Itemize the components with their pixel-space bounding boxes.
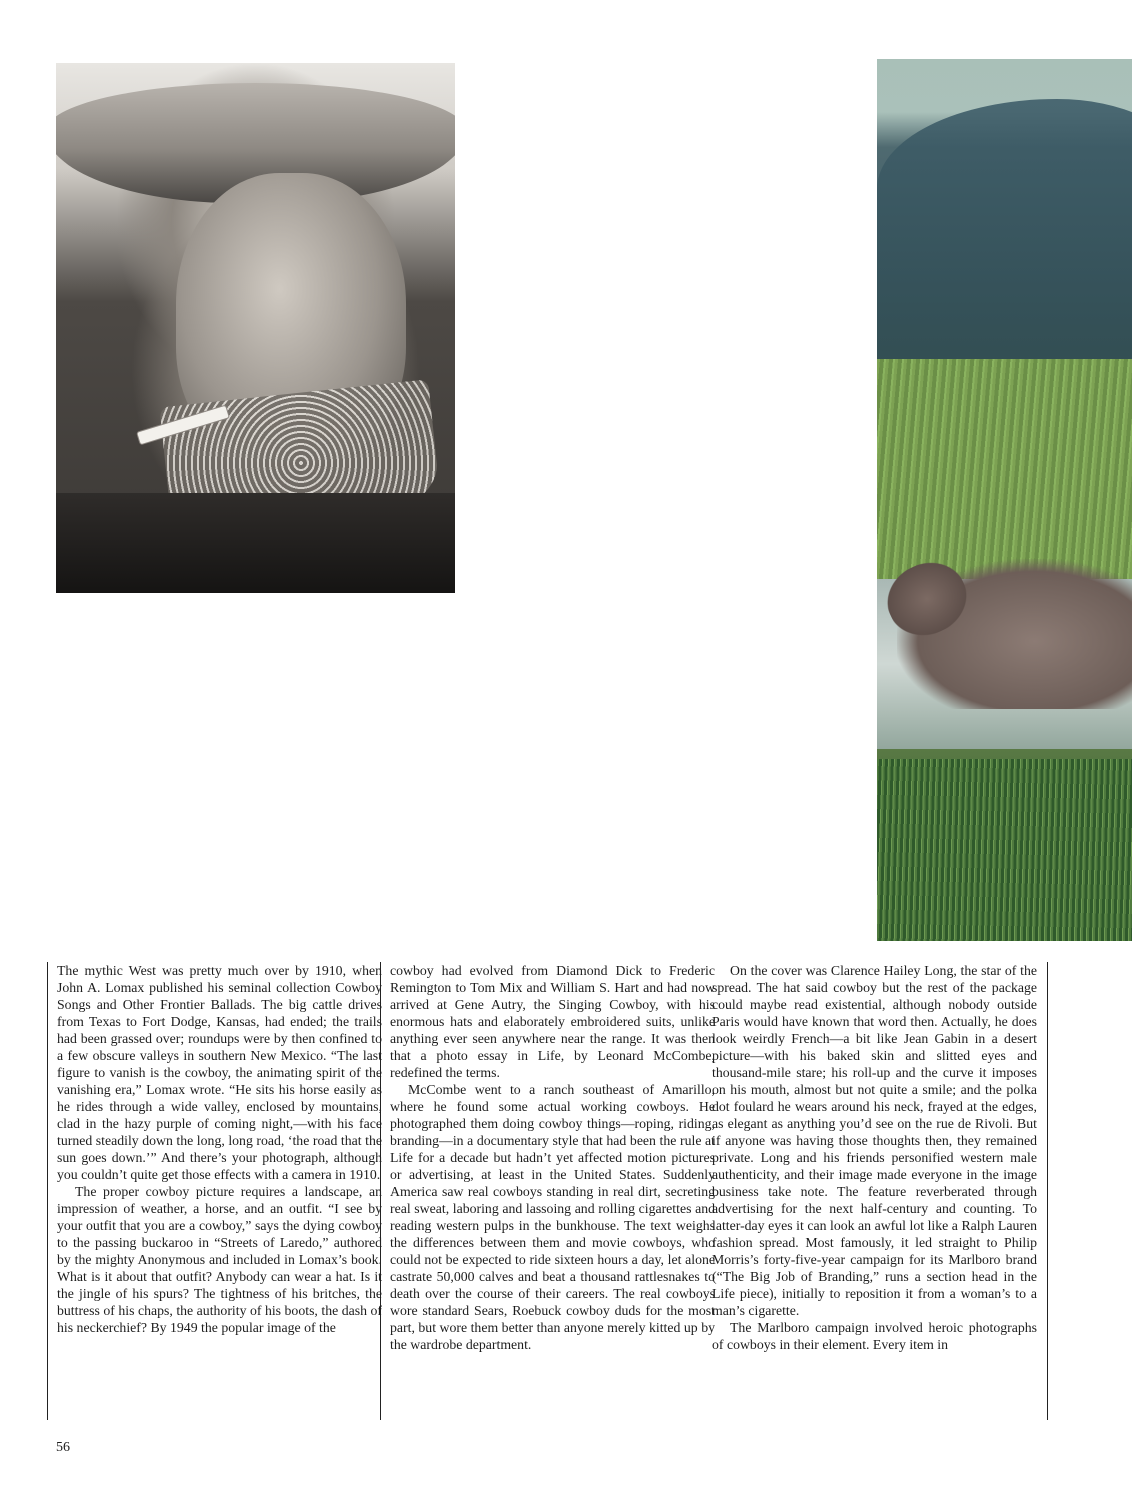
page-number: 56 — [56, 1440, 70, 1455]
text-column-2 — [380, 962, 715, 1420]
text-column-3 — [712, 962, 1048, 1420]
paragraph: On the cover was Clarence Hailey Long, the star of the spread. The hat said cowboy but the rest of the package could maybe read existential, although nobody outside Paris would have known that word then. Actually, he does look weirdly French—a bit like Jean Gabin in a desert picture—with his baked skin and slitted eyes and thousand-mile stare; his roll-up and the curve it imposes on his mouth, almost but not quite a smile; and the polka dot foulard he wears around his neck, frayed at the edges, as elegant as anything you’d see on the rue de Rivoli. But if anyone was having those thoughts then, they remained private. Long and his friends personified western male authenticity, and their image made everyone in the image business take note. The feature reverberated through advertising for the next half-century and counting. To latter-day eyes it can look an awful lot like a Ralph Lauren fashion spread. Most famously, it led straight to Philip Morris’s forty-five-year campaign for its Marlboro brand (“The Big Job of Branding,” runs a section head in the Life piece), initially to reposition it from a woman’s to a man’s cigarette. — [712, 963, 1037, 1318]
jacket — [56, 493, 455, 593]
text-column-1 — [47, 962, 382, 1420]
paragraph: cowboy had evolved from Diamond Dick to Frederic Remington to Tom Mix and William S. Hart and had now arrived at Gene Autry, the Singing Cowboy, with his enormous hats and elaborately embroidered suits, unlike anything ever seen anywhere near the range. It was then that a photo essay in Life, by Leonard McCombe, redefined the terms. — [390, 963, 715, 1080]
paragraph: The proper cowboy picture requires a landscape, an impression of weather, a horse, and an outfit. “I see by your outfit that you are a cowboy,” says the dying cowboy to the passing buckaroo in “Streets of Laredo,” authored by the mighty Anonymous and included in Lomax’s book. What is it about that outfit? Anybody can wear a hat. Is it the jingle of his spurs? The tightness of his britches, the buttress of his chaps, the authority of his boots, the dash of his neckerchief? By 1949 the popular image of the — [57, 1184, 382, 1335]
cowboy-portrait-photo — [56, 63, 455, 593]
paragraph: The mythic West was pretty much over by 1910, when John A. Lomax published his seminal collection Cowboy Songs and Other Frontier Ballads. The big cattle drives from Texas to Fort Dodge, Kansas, had ended; the trails had been grassed over; roundups were by then confined to a few obscure valleys in southern New Mexico. “The last figure to vanish is the cowboy, the animating spirit of the vanishing era,” Lomax wrote. “He sits his horse easily as he rides through a wide valley, enclosed by mountains, clad in the hazy purple of coming night,—with his face turned steadily down the long, long road, ‘the road that the sun goes down.’” And there’s your photograph, although you couldn’t quite get those effects with a camera in 1910. — [57, 963, 382, 1182]
paragraph: The Marlboro campaign involved heroic photographs of cowboys in their element. Every item in — [712, 1320, 1037, 1352]
mountain — [877, 99, 1132, 399]
foreground-grass — [877, 759, 1132, 941]
horse-landscape-photo — [877, 59, 1132, 941]
paragraph: McCombe went to a ranch southeast of Amarillo, where he found some actual working cowboys. He photographed them doing cowboy things—roping, riding, branding—in a documentary style that had been the rule at Life for a decade but hadn’t yet affected motion pictures or advertising, at least in the United States. Suddenly America saw real cowboys standing in real dirt, secreting real sweat, laboring and lassoing and rolling cigarettes and reading western pulps in the bunkhouse. The text weighs the differences between them and movie cowboys, who could not be expected to ride sixteen hours a day, let alone castrate 50,000 calves and beat a thousand rattlesnakes to death over the course of their careers. The real cowboys wore standard Sears, Roebuck cowboy duds for the most part, but wore them better than anyone merely kitted up by the wardrobe department. — [390, 1082, 715, 1352]
